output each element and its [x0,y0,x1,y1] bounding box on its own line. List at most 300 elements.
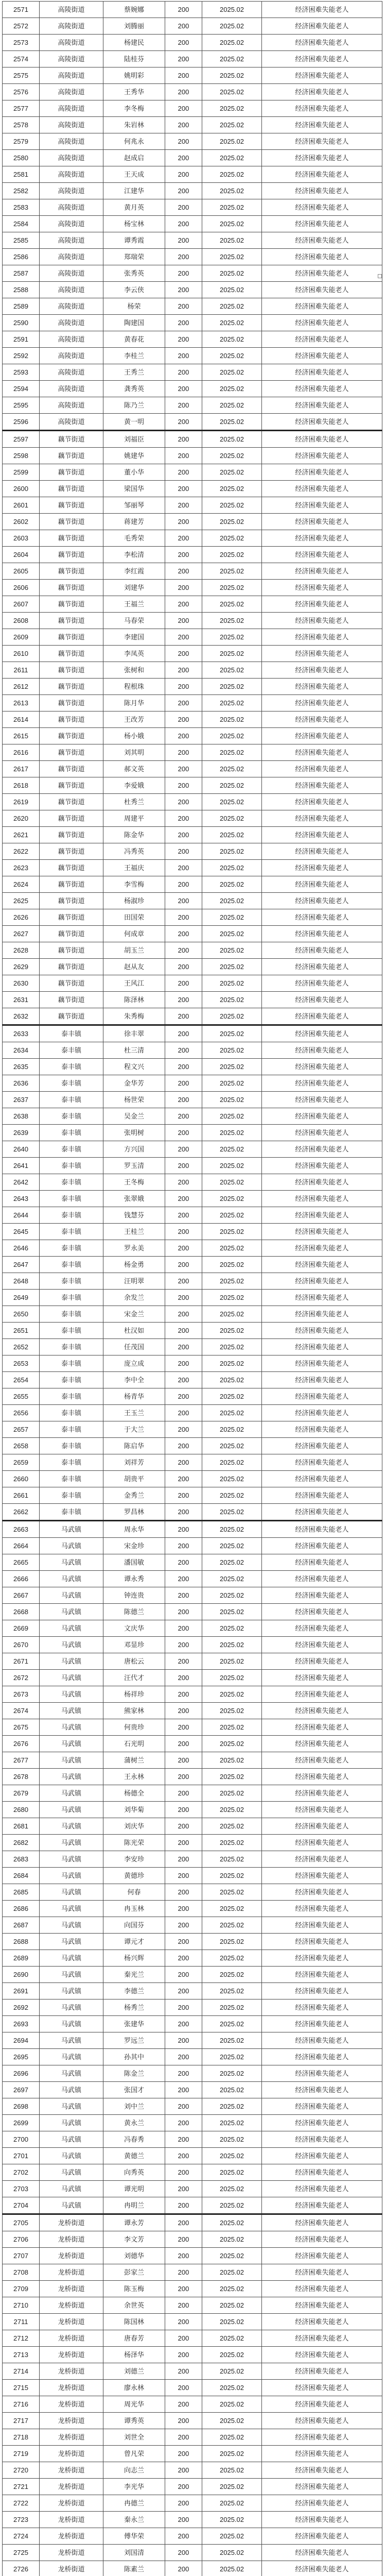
row-number-cell: 2664 [3,1538,40,1554]
street-name-cell: 龙桥街道 [40,2248,103,2264]
row-number-cell: 2717 [3,2413,40,2429]
row-number-cell: 2693 [3,2016,40,2032]
street-name-cell: 马武镇 [40,1983,103,1999]
street-name-cell: 龙桥街道 [40,2545,103,2561]
street-name-cell: 龙桥街道 [40,2297,103,2314]
category-cell: 经济困难失能老人 [262,1059,382,1075]
table-row [3,1224,382,1240]
street-name-cell: 泰丰镇 [40,1355,103,1372]
category-cell: 经济困难失能老人 [262,1092,382,1108]
category-cell: 经济困难失能老人 [262,810,382,827]
category-cell: 经济困难失能老人 [262,563,382,580]
amount-cell: 200 [165,1571,202,1587]
row-number-cell: 2613 [3,695,40,711]
category-cell: 经济困难失能老人 [262,2347,382,2363]
street-name-cell: 藕节街道 [40,711,103,728]
row-number-cell: 2641 [3,1158,40,1174]
period-cell: 2025.02 [202,51,262,67]
person-name-cell: 刘腾丽 [103,18,165,35]
amount-cell: 200 [165,942,202,959]
table-row [3,1273,382,1290]
street-name-cell: 马武镇 [40,2131,103,2148]
period-cell: 2025.02 [202,2528,262,2545]
category-cell: 经济困难失能老人 [262,1158,382,1174]
period-cell: 2025.02 [202,1405,262,1421]
period-cell: 2025.02 [202,2197,262,2214]
amount-cell: 200 [165,646,202,662]
table-row [3,1158,382,1174]
period-cell: 2025.02 [202,876,262,893]
category-cell: 经济困难失能老人 [262,761,382,777]
row-number-cell: 2571 [3,2,40,18]
street-name-cell: 龙桥街道 [40,2380,103,2396]
amount-cell: 200 [165,464,202,481]
period-cell: 2025.02 [202,596,262,613]
person-name-cell: 杨泽华 [103,2347,165,2363]
period-cell: 2025.02 [202,1471,262,1487]
person-name-cell: 任茂国 [103,1339,165,1355]
period-cell: 2025.02 [202,1736,262,1752]
amount-cell: 200 [165,827,202,843]
period-cell: 2025.02 [202,1008,262,1025]
row-number-cell: 2711 [3,2314,40,2330]
period-cell: 2025.02 [202,2281,262,2297]
amount-cell: 200 [165,1008,202,1025]
person-name-cell: 何贵珍 [103,1719,165,1736]
amount-cell: 200 [165,1454,202,1471]
table-row [3,1785,382,1802]
period-cell: 2025.02 [202,662,262,679]
category-cell: 经济困难失能老人 [262,1025,382,1042]
street-name-cell: 马武镇 [40,1571,103,1587]
street-name-cell: 马武镇 [40,1802,103,1818]
period-cell: 2025.02 [202,2561,262,2576]
period-cell: 2025.02 [202,1454,262,1471]
person-name-cell: 钱慧芬 [103,1207,165,1224]
period-cell: 2025.02 [202,331,262,348]
row-number-cell: 2630 [3,975,40,992]
period-cell: 2025.02 [202,744,262,761]
amount-cell: 200 [165,1125,202,1141]
category-cell: 经济困难失能老人 [262,2380,382,2396]
category-cell: 经济困难失能老人 [262,1224,382,1240]
street-name-cell: 高陵街道 [40,100,103,117]
period-cell: 2025.02 [202,497,262,514]
person-name-cell: 冉玉林 [103,1901,165,1917]
street-name-cell: 龙桥街道 [40,2314,103,2330]
street-name-cell: 马武镇 [40,1884,103,1901]
period-cell: 2025.02 [202,2231,262,2248]
table-row [3,1454,382,1471]
person-name-cell: 杨世荣 [103,1092,165,1108]
person-name-cell: 李雪梅 [103,876,165,893]
amount-cell: 200 [165,2016,202,2032]
period-cell: 2025.02 [202,580,262,596]
person-name-cell: 方兴国 [103,1141,165,1158]
row-number-cell: 2674 [3,1703,40,1719]
row-number-cell: 2705 [3,2214,40,2231]
person-name-cell: 汪代才 [103,1670,165,1686]
category-cell: 经济困难失能老人 [262,1983,382,1999]
amount-cell: 200 [165,909,202,926]
amount-cell: 200 [165,2429,202,2446]
row-number-cell: 2628 [3,942,40,959]
street-name-cell: 马武镇 [40,1538,103,1554]
period-cell: 2025.02 [202,1025,262,1042]
category-cell: 经济困难失能老人 [262,1752,382,1769]
category-cell: 经济困难失能老人 [262,794,382,810]
table-row [3,448,382,464]
amount-cell: 200 [165,1191,202,1207]
category-cell: 经济困难失能老人 [262,282,382,298]
period-cell: 2025.02 [202,1355,262,1372]
street-name-cell: 高陵街道 [40,381,103,397]
person-name-cell: 李安珍 [103,1851,165,1868]
category-cell: 经济困难失能老人 [262,18,382,35]
person-name-cell: 程根珠 [103,679,165,695]
category-cell: 经济困难失能老人 [262,1967,382,1983]
table-row [3,646,382,662]
period-cell: 2025.02 [202,2,262,18]
category-cell: 经济困难失能老人 [262,1323,382,1339]
person-name-cell: 向国芬 [103,1917,165,1934]
category-cell: 经济困难失能老人 [262,2314,382,2330]
amount-cell: 200 [165,2281,202,2297]
street-name-cell: 龙桥街道 [40,2231,103,2248]
period-cell: 2025.02 [202,364,262,381]
category-cell: 经济困难失能老人 [262,2065,382,2082]
street-name-cell: 藕节街道 [40,926,103,942]
category-cell: 经济困难失能老人 [262,2446,382,2462]
category-cell: 经济困难失能老人 [262,942,382,959]
category-cell: 经济困难失能老人 [262,1785,382,1802]
amount-cell: 200 [165,2082,202,2098]
amount-cell: 200 [165,1108,202,1125]
person-name-cell: 钟连贵 [103,1587,165,1604]
row-number-cell: 2581 [3,166,40,183]
street-name-cell: 藕节街道 [40,992,103,1008]
person-name-cell: 田国荣 [103,909,165,926]
period-cell: 2025.02 [202,1042,262,1059]
street-name-cell: 泰丰镇 [40,1042,103,1059]
street-name-cell: 马武镇 [40,1653,103,1670]
row-number-cell: 2640 [3,1141,40,1158]
category-cell: 经济困难失能老人 [262,2082,382,2098]
row-number-cell: 2715 [3,2380,40,2396]
person-name-cell: 何兆永 [103,133,165,150]
amount-cell: 200 [165,2049,202,2065]
street-name-cell: 高陵街道 [40,249,103,265]
row-number-cell: 2585 [3,232,40,249]
category-cell: 经济困难失能老人 [262,728,382,744]
row-number-cell: 2696 [3,2065,40,2082]
table-row [3,2264,382,2281]
person-name-cell: 李建国 [103,629,165,646]
table-row [3,1306,382,1323]
category-cell: 经济困难失能老人 [262,414,382,431]
amount-cell: 200 [165,481,202,497]
person-name-cell: 杨秀兰 [103,1999,165,2016]
table-row [3,2197,382,2214]
street-name-cell: 龙桥街道 [40,2479,103,2495]
row-number-cell: 2577 [3,100,40,117]
street-name-cell: 藕节街道 [40,860,103,876]
person-name-cell: 王冬梅 [103,1174,165,1191]
table-row [3,51,382,67]
period-cell: 2025.02 [202,629,262,646]
amount-cell: 200 [165,265,202,282]
table-row [3,1174,382,1191]
table-row [3,1355,382,1372]
period-cell: 2025.02 [202,2314,262,2330]
period-cell: 2025.02 [202,1257,262,1273]
table-row [3,1059,382,1075]
category-cell: 经济困难失能老人 [262,150,382,166]
category-cell: 经济困难失能老人 [262,744,382,761]
period-cell: 2025.02 [202,1901,262,1917]
street-name-cell: 泰丰镇 [40,1191,103,1207]
period-cell: 2025.02 [202,893,262,909]
amount-cell: 200 [165,711,202,728]
category-cell: 经济困难失能老人 [262,959,382,975]
amount-cell: 200 [165,992,202,1008]
category-cell: 经济困难失能老人 [262,1604,382,1620]
street-name-cell: 高陵街道 [40,348,103,364]
table-row [3,744,382,761]
period-cell: 2025.02 [202,265,262,282]
person-name-cell: 冉明兰 [103,2197,165,2214]
period-cell: 2025.02 [202,100,262,117]
street-name-cell: 藕节街道 [40,580,103,596]
amount-cell: 200 [165,67,202,84]
street-name-cell: 龙桥街道 [40,2214,103,2231]
category-cell: 经济困难失能老人 [262,679,382,695]
table-row [3,298,382,315]
period-cell: 2025.02 [202,794,262,810]
person-name-cell: 蒲树兰 [103,1752,165,1769]
period-cell: 2025.02 [202,1999,262,2016]
table-row [3,2065,382,2082]
amount-cell: 200 [165,2264,202,2281]
row-number-cell: 2679 [3,1785,40,1802]
period-cell: 2025.02 [202,2396,262,2413]
amount-cell: 200 [165,1339,202,1355]
street-name-cell: 泰丰镇 [40,1174,103,1191]
category-cell: 经济困难失能老人 [262,2495,382,2512]
street-name-cell: 高陵街道 [40,298,103,315]
amount-cell: 200 [165,2512,202,2528]
street-name-cell: 高陵街道 [40,18,103,35]
period-cell: 2025.02 [202,2248,262,2264]
table-row [3,2148,382,2164]
row-number-cell: 2638 [3,1108,40,1125]
period-cell: 2025.02 [202,448,262,464]
period-cell: 2025.02 [202,530,262,547]
table-row [3,1092,382,1108]
person-name-cell: 姚建华 [103,448,165,464]
table-row [3,860,382,876]
category-cell: 经济困难失能老人 [262,1686,382,1703]
row-number-cell: 2708 [3,2264,40,2281]
street-name-cell: 藕节街道 [40,876,103,893]
period-cell: 2025.02 [202,150,262,166]
category-cell: 经济困难失能老人 [262,2429,382,2446]
table-row [3,2495,382,2512]
period-cell: 2025.02 [202,2446,262,2462]
category-cell: 经济困难失能老人 [262,1521,382,1538]
table-row [3,1769,382,1785]
street-name-cell: 马武镇 [40,1587,103,1604]
street-name-cell: 藕节街道 [40,794,103,810]
period-cell: 2025.02 [202,1719,262,1736]
person-name-cell: 蔡婉娜 [103,2,165,18]
table-row [3,2115,382,2131]
period-cell: 2025.02 [202,397,262,414]
period-cell: 2025.02 [202,1538,262,1554]
category-cell: 经济困难失能老人 [262,1191,382,1207]
person-name-cell: 唐松云 [103,1653,165,1670]
period-cell: 2025.02 [202,1752,262,1769]
table-row [3,2413,382,2429]
row-number-cell: 2580 [3,150,40,166]
period-cell: 2025.02 [202,414,262,431]
amount-cell: 200 [165,298,202,315]
amount-cell: 200 [165,2561,202,2576]
table-row [3,2347,382,2363]
amount-cell: 200 [165,1158,202,1174]
amount-cell: 200 [165,2363,202,2380]
row-number-cell: 2721 [3,2479,40,2495]
street-name-cell: 马武镇 [40,2049,103,2065]
person-name-cell: 刘庆华 [103,1818,165,1835]
category-cell: 经济困难失能老人 [262,860,382,876]
row-number-cell: 2660 [3,1471,40,1487]
person-name-cell: 陈金兰 [103,2065,165,2082]
street-name-cell: 藕节街道 [40,777,103,794]
person-name-cell: 张建华 [103,2016,165,2032]
period-cell: 2025.02 [202,1108,262,1125]
amount-cell: 200 [165,1388,202,1405]
amount-cell: 200 [165,2115,202,2131]
table-row [3,1438,382,1454]
amount-cell: 200 [165,1917,202,1934]
row-number-cell: 2700 [3,2131,40,2148]
amount-cell: 200 [165,1719,202,1736]
table-row [3,1884,382,1901]
amount-cell: 200 [165,843,202,860]
period-cell: 2025.02 [202,1785,262,1802]
period-cell: 2025.02 [202,1504,262,1521]
period-cell: 2025.02 [202,2131,262,2148]
street-name-cell: 泰丰镇 [40,1273,103,1290]
amount-cell: 200 [165,2181,202,2197]
category-cell: 经济困难失能老人 [262,1769,382,1785]
amount-cell: 200 [165,381,202,397]
period-cell: 2025.02 [202,2098,262,2115]
amount-cell: 200 [165,975,202,992]
period-cell: 2025.02 [202,2164,262,2181]
person-name-cell: 黄月英 [103,199,165,216]
street-name-cell: 藕节街道 [40,547,103,563]
street-name-cell: 泰丰镇 [40,1405,103,1421]
category-cell: 经济困难失能老人 [262,265,382,282]
category-cell: 经济困难失能老人 [262,1571,382,1587]
street-name-cell: 马武镇 [40,1818,103,1835]
street-name-cell: 泰丰镇 [40,1257,103,1273]
person-name-cell: 陈月华 [103,695,165,711]
row-number-cell: 2574 [3,51,40,67]
table-row [3,2082,382,2098]
amount-cell: 200 [165,1835,202,1851]
table-row [3,1999,382,2016]
document-table-container [2,1,382,2576]
amount-cell: 200 [165,1025,202,1042]
street-name-cell: 龙桥街道 [40,2512,103,2528]
period-cell: 2025.02 [202,2049,262,2065]
person-name-cell: 赵成启 [103,150,165,166]
street-name-cell: 藕节街道 [40,596,103,613]
person-name-cell: 李光华 [103,2479,165,2495]
period-cell: 2025.02 [202,67,262,84]
table-row [3,67,382,84]
row-number-cell: 2719 [3,2446,40,2462]
amount-cell: 200 [165,1637,202,1653]
person-name-cell: 周光华 [103,2396,165,2413]
table-row [3,2231,382,2248]
row-number-cell: 2654 [3,1372,40,1388]
table-row [3,1818,382,1835]
period-cell: 2025.02 [202,1851,262,1868]
period-cell: 2025.02 [202,926,262,942]
row-number-cell: 2600 [3,481,40,497]
category-cell: 经济困难失能老人 [262,530,382,547]
category-cell: 经济困难失能老人 [262,1703,382,1719]
table-row [3,364,382,381]
amount-cell: 200 [165,315,202,331]
table-row [3,2,382,18]
person-name-cell: 罗玉清 [103,1158,165,1174]
amount-cell: 200 [165,2231,202,2248]
category-cell: 经济困难失能老人 [262,2528,382,2545]
person-name-cell: 潘国敏 [103,1554,165,1571]
amount-cell: 200 [165,580,202,596]
row-number-cell: 2725 [3,2545,40,2561]
street-name-cell: 高陵街道 [40,51,103,67]
person-name-cell: 李德兰 [103,1983,165,1999]
category-cell: 经济困难失能老人 [262,2181,382,2197]
row-number-cell: 2670 [3,1637,40,1653]
table-row [3,414,382,431]
person-name-cell: 向志兰 [103,2462,165,2479]
table-row [3,1191,382,1207]
amount-cell: 200 [165,1950,202,1967]
period-cell: 2025.02 [202,1554,262,1571]
period-cell: 2025.02 [202,1802,262,1818]
period-cell: 2025.02 [202,35,262,51]
person-name-cell: 徐丰翠 [103,1025,165,1042]
street-name-cell: 马武镇 [40,2098,103,2115]
table-row [3,1521,382,1538]
table-row [3,1752,382,1769]
street-name-cell: 泰丰镇 [40,1323,103,1339]
person-name-cell: 黄一明 [103,414,165,431]
person-name-cell: 杨小娥 [103,728,165,744]
amount-cell: 200 [165,497,202,514]
street-name-cell: 泰丰镇 [40,1421,103,1438]
category-cell: 经济困难失能老人 [262,497,382,514]
person-name-cell: 王风江 [103,975,165,992]
table-row [3,381,382,397]
